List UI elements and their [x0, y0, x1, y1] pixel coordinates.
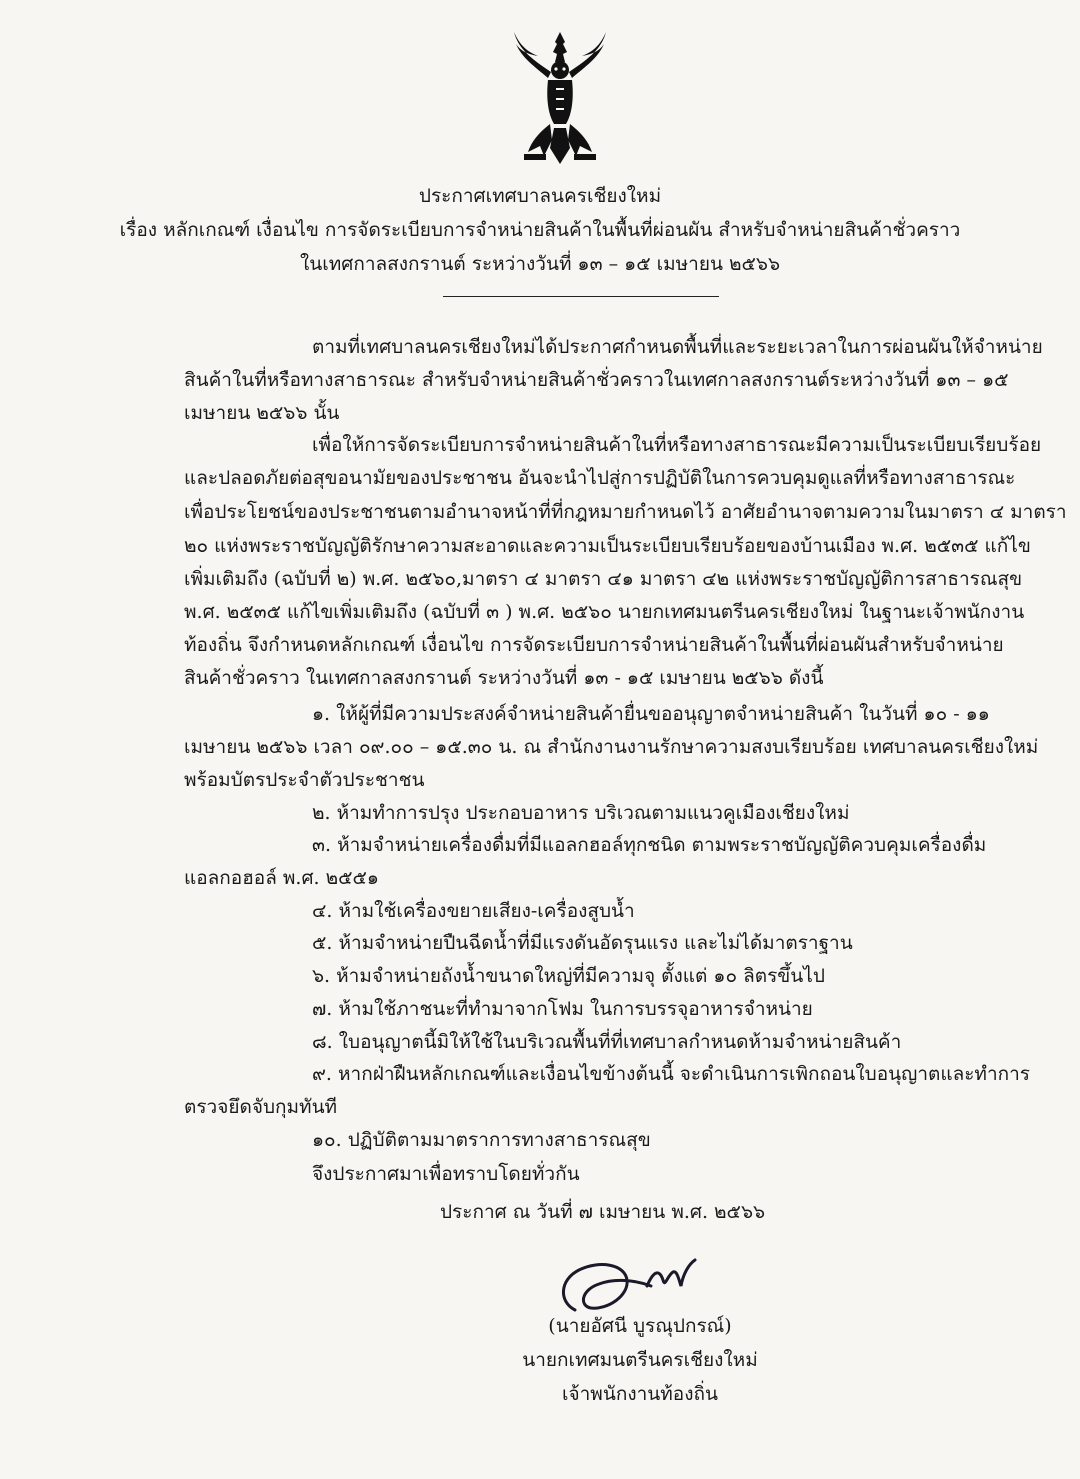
- rule-9-line: ๙. หากฝ่าฝืนหลักเกณฑ์และเงื่อนไขข้างต้นนี้ จะดำเนินการเพิกถอนใบอนุญาตและทำการ: [312, 1063, 1031, 1085]
- rule-3-line: แอลกอฮอล์ พ.ศ. ๒๕๕๑: [184, 867, 379, 889]
- paragraph-2-line: เพิ่มเติมถึง (ฉบับที่ ๒) พ.ศ. ๒๕๖๐,มาตรา ๔ มาตรา ๔๑ มาตรา ๔๒ แห่งพระราชบัญญัติการสาธารณสุข: [184, 568, 1023, 590]
- rule-10: ๑๐. ปฏิบัติตามมาตราการทางสาธารณสุข: [312, 1129, 651, 1151]
- paragraph-2-line: และปลอดภัยต่อสุขอนามัยของประชาชน อันจะนำไปสู่การปฏิบัติในการควบคุมดูแลที่หรือทางสาธารณะ: [184, 467, 1016, 489]
- rule-7: ๗. ห้ามใช้ภาชนะที่ทำมาจากโฟม ในการบรรจุอาหารจำหน่าย: [312, 998, 813, 1020]
- paragraph-2-line: ๒๐ แห่งพระราชบัญญัติรักษาความสะอาดและความเป็นระเบียบเรียบร้อยของบ้านเมือง พ.ศ. ๒๕๓๕ แก้ไข: [184, 535, 1031, 557]
- garuda-emblem-icon: [510, 28, 610, 168]
- header-divider: [443, 296, 719, 297]
- signatory-name: (นายอัศนี บูรณุปกรณ์): [548, 1315, 732, 1337]
- paragraph-2-line: พ.ศ. ๒๕๓๕ แก้ไขเพิ่มเติมถึง (ฉบับที่ ๓ ) พ.ศ. ๒๕๖๐ นายกเทศมนตรีนครเชียงใหม่ ในฐานะเจ้าพนักงาน: [184, 601, 1025, 623]
- rule-4: ๔. ห้ามใช้เครื่องขยายเสียง-เครื่องสูบน้ำ: [312, 900, 635, 922]
- rule-5: ๕. ห้ามจำหน่ายปืนฉีดน้ำที่มีแรงดันอัดรุนแรง และไม่ได้มาตราฐาน: [312, 932, 853, 954]
- announcement-date: ประกาศ ณ วันที่ ๗ เมษายน พ.ศ. ๒๕๖๖: [440, 1201, 766, 1223]
- rule-9-line: ตรวจยึดจับกุมทันที: [184, 1096, 338, 1118]
- paragraph-1-line: ตามที่เทศบาลนครเชียงใหม่ได้ประกาศกำหนดพื้นที่และระยะเวลาในการผ่อนผันให้จำหน่าย: [312, 336, 1043, 358]
- signatory-position: นายกเทศมนตรีนครเชียงใหม่: [522, 1349, 758, 1371]
- rule-1-line: พร้อมบัตรประจำตัวประชาชน: [184, 769, 425, 791]
- paragraph-2-line: เพื่อให้การจัดระเบียบการจำหน่ายสินค้าในที่หรือทางสาธารณะมีความเป็นระเบียบเรียบร้อย: [312, 434, 1042, 456]
- rule-2: ๒. ห้ามทำการปรุง ประกอบอาหาร บริเวณตามแนวคูเมืองเชียงใหม่: [312, 802, 850, 824]
- announcement-subject-line-1: เรื่อง หลักเกณฑ์ เงื่อนไข การจัดระเบียบการจำหน่ายสินค้าในพื้นที่ผ่อนผัน สำหรับจำหน่ายสินค้าชั่วคราว: [119, 219, 961, 241]
- paragraph-2-line: เพื่อประโยชน์ของประชาชนตามอำนาจหน้าที่ที่กฎหมายกำหนดไว้ อาศัยอำนาจตามความในมาตรา ๔ มาตรา: [184, 501, 1067, 523]
- paragraph-2-line: สินค้าชั่วคราว ในเทศกาลสงกรานต์ ระหว่างวันที่ ๑๓ - ๑๕ เมษายน ๒๕๖๖ ดังนี้: [184, 667, 824, 689]
- signatory-role: เจ้าพนักงานท้องถิ่น: [562, 1383, 718, 1405]
- paragraph-1-line: เมษายน ๒๕๖๖ นั้น: [184, 402, 340, 424]
- announcement-authority: ประกาศเทศบาลนครเชียงใหม่: [418, 185, 662, 207]
- rule-8: ๘. ใบอนุญาตนี้มิให้ใช้ในบริเวณพื้นที่ที่เทศบาลกำหนดห้ามจำหน่ายสินค้า: [312, 1031, 902, 1053]
- announcement-subject-line-2: ในเทศกาลสงกรานต์ ระหว่างวันที่ ๑๓ – ๑๕ เมษายน ๒๕๖๖: [299, 253, 781, 275]
- rule-1-line: ๑. ให้ผู้ที่มีความประสงค์จำหน่ายสินค้ายื่นขออนุญาตจำหน่ายสินค้า ในวันที่ ๑๐ - ๑๑: [312, 703, 990, 725]
- rule-3-line: ๓. ห้ามจำหน่ายเครื่องดื่มที่มีแอลกฮอล์ทุกชนิด ตามพระราชบัญญัติควบคุมเครื่องดื่ม: [312, 834, 987, 856]
- paragraph-1-line: สินค้าในที่หรือทางสาธารณะ สำหรับจำหน่ายสินค้าชั่วคราวในเทศกาลสงกรานต์ระหว่างวันที่ ๑๓ – ๑๕: [184, 369, 1009, 391]
- rule-6: ๖. ห้ามจำหน่ายถังน้ำขนาดใหญ่ที่มีความจุ ตั้งแต่ ๑๐ ลิตรขึ้นไป: [312, 965, 825, 987]
- rule-1-line: เมษายน ๒๕๖๖ เวลา ๐๙.๐๐ – ๑๕.๓๐ น. ณ สำนักงานงานรักษาความสงบเรียบร้อย เทศบาลนครเชียงใหม่: [184, 736, 1039, 758]
- paragraph-2-line: ท้องถิ่น จึงกำหนดหลักเกณฑ์ เงื่อนไข การจัดระเบียบการจำหน่ายสินค้าในพื้นที่ผ่อนผันสำหรับจำหน่าย: [184, 634, 1004, 656]
- closing-statement: จึงประกาศมาเพื่อทราบโดยทั่วกัน: [312, 1163, 580, 1185]
